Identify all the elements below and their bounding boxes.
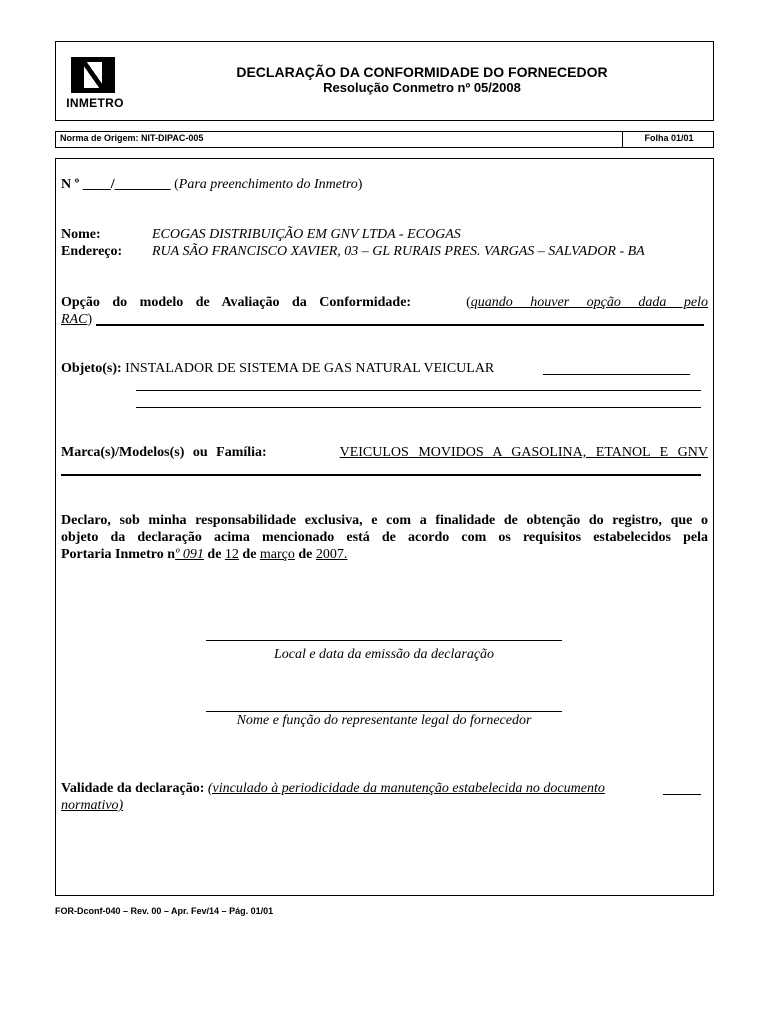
norma-origem: Norma de Origem: NIT-DIPAC-005 (60, 133, 204, 143)
inmetro-logo-icon (71, 57, 115, 93)
marca-fill-line (61, 474, 701, 476)
declaracao-line-3 (61, 546, 347, 563)
marca-line (61, 444, 708, 461)
declaracao-line-2: objeto da declaração acima mencionado está de acordo com os requisitos estabelecidos pela (61, 530, 708, 545)
numero-line: N º ____/________ (Para preenchimento do Inmetro) (61, 177, 363, 192)
validade-note-2: normativo) (61, 798, 124, 813)
portaria-day: 12 (224, 547, 239, 562)
declaracao-line-1: Declaro, sob minha responsabilidade exclusiva, e com a finalidade de obtenção do registro, que o (61, 513, 708, 528)
objeto-fill-line-1 (543, 374, 690, 375)
logo-text: INMETRO (66, 96, 124, 110)
objeto-value: INSTALADOR DE SISTEMA DE GAS NATURAL VEICULAR (125, 361, 495, 376)
nome-label: Nome: (61, 227, 101, 242)
validade-fill-line (663, 794, 701, 795)
endereco-label: Endereço: (61, 244, 123, 259)
footer-form-code: FOR-Dconf-040 – Rev. 00 – Apr. Fev/14 – Pág. 01/01 (55, 906, 274, 916)
inmetro-logo (63, 49, 127, 113)
local-data-caption: Local e data da emissão da declaração (273, 647, 495, 662)
meta-divider (622, 131, 623, 148)
numero-note: Para preenchimento do Inmetro (178, 177, 358, 192)
objeto-line (61, 360, 494, 377)
opcao-line-2: RAC) (61, 312, 93, 327)
marca-label: Marca(s)/Modelos(s) ou Família: (61, 445, 267, 460)
objeto-fill-line-2 (136, 390, 701, 391)
opcao-fill-line (96, 324, 704, 326)
document-title: DECLARAÇÃO DA CONFORMIDADE DO FORNECEDOR (236, 64, 608, 80)
de-2: de (242, 547, 257, 562)
portaria-month: março (259, 547, 295, 562)
validade-label: Validade da declaração: (61, 781, 205, 796)
folha-number: Folha 01/01 (644, 133, 694, 143)
de-1: de (207, 547, 222, 562)
numero-label: N º ____/________ (61, 177, 171, 192)
opcao-note: quando houver opção dada pelo (470, 295, 708, 310)
validade-line (61, 780, 605, 797)
local-data-signature-line (206, 640, 562, 641)
marca-value: VEICULOS MOVIDOS A GASOLINA, ETANOL E GNV (339, 445, 708, 460)
validade-note: (vinculado à periodicidade da manutenção estabelecida no documento (207, 781, 605, 796)
objeto-fill-line-3 (136, 407, 701, 408)
portaria-prefix: Portaria Inmetro n (61, 547, 176, 562)
de-3: de (298, 547, 313, 562)
opcao-note-rac: RAC (61, 312, 88, 327)
endereco-value: RUA SÃO FRANCISCO XAVIER, 03 – GL RURAIS PRES. VARGAS – SALVADOR - BA (152, 244, 645, 259)
document-subtitle: Resolução Conmetro nº 05/2008 (323, 80, 521, 95)
portaria-number: º 091 (175, 547, 204, 562)
nome-value: ECOGAS DISTRIBUIÇÃO EM GNV LTDA - ECOGAS (152, 227, 461, 242)
opcao-label: Opção do modelo de Avaliação da Conformidade: (61, 295, 412, 310)
portaria-year: 2007. (315, 547, 348, 562)
opcao-line: Opção do modelo de Avaliação da Conformidade: (quando houver opção dada pelo (61, 295, 708, 310)
representante-caption: Nome e função do representante legal do fornecedor (236, 713, 532, 728)
objeto-label: Objeto(s): (61, 361, 122, 376)
